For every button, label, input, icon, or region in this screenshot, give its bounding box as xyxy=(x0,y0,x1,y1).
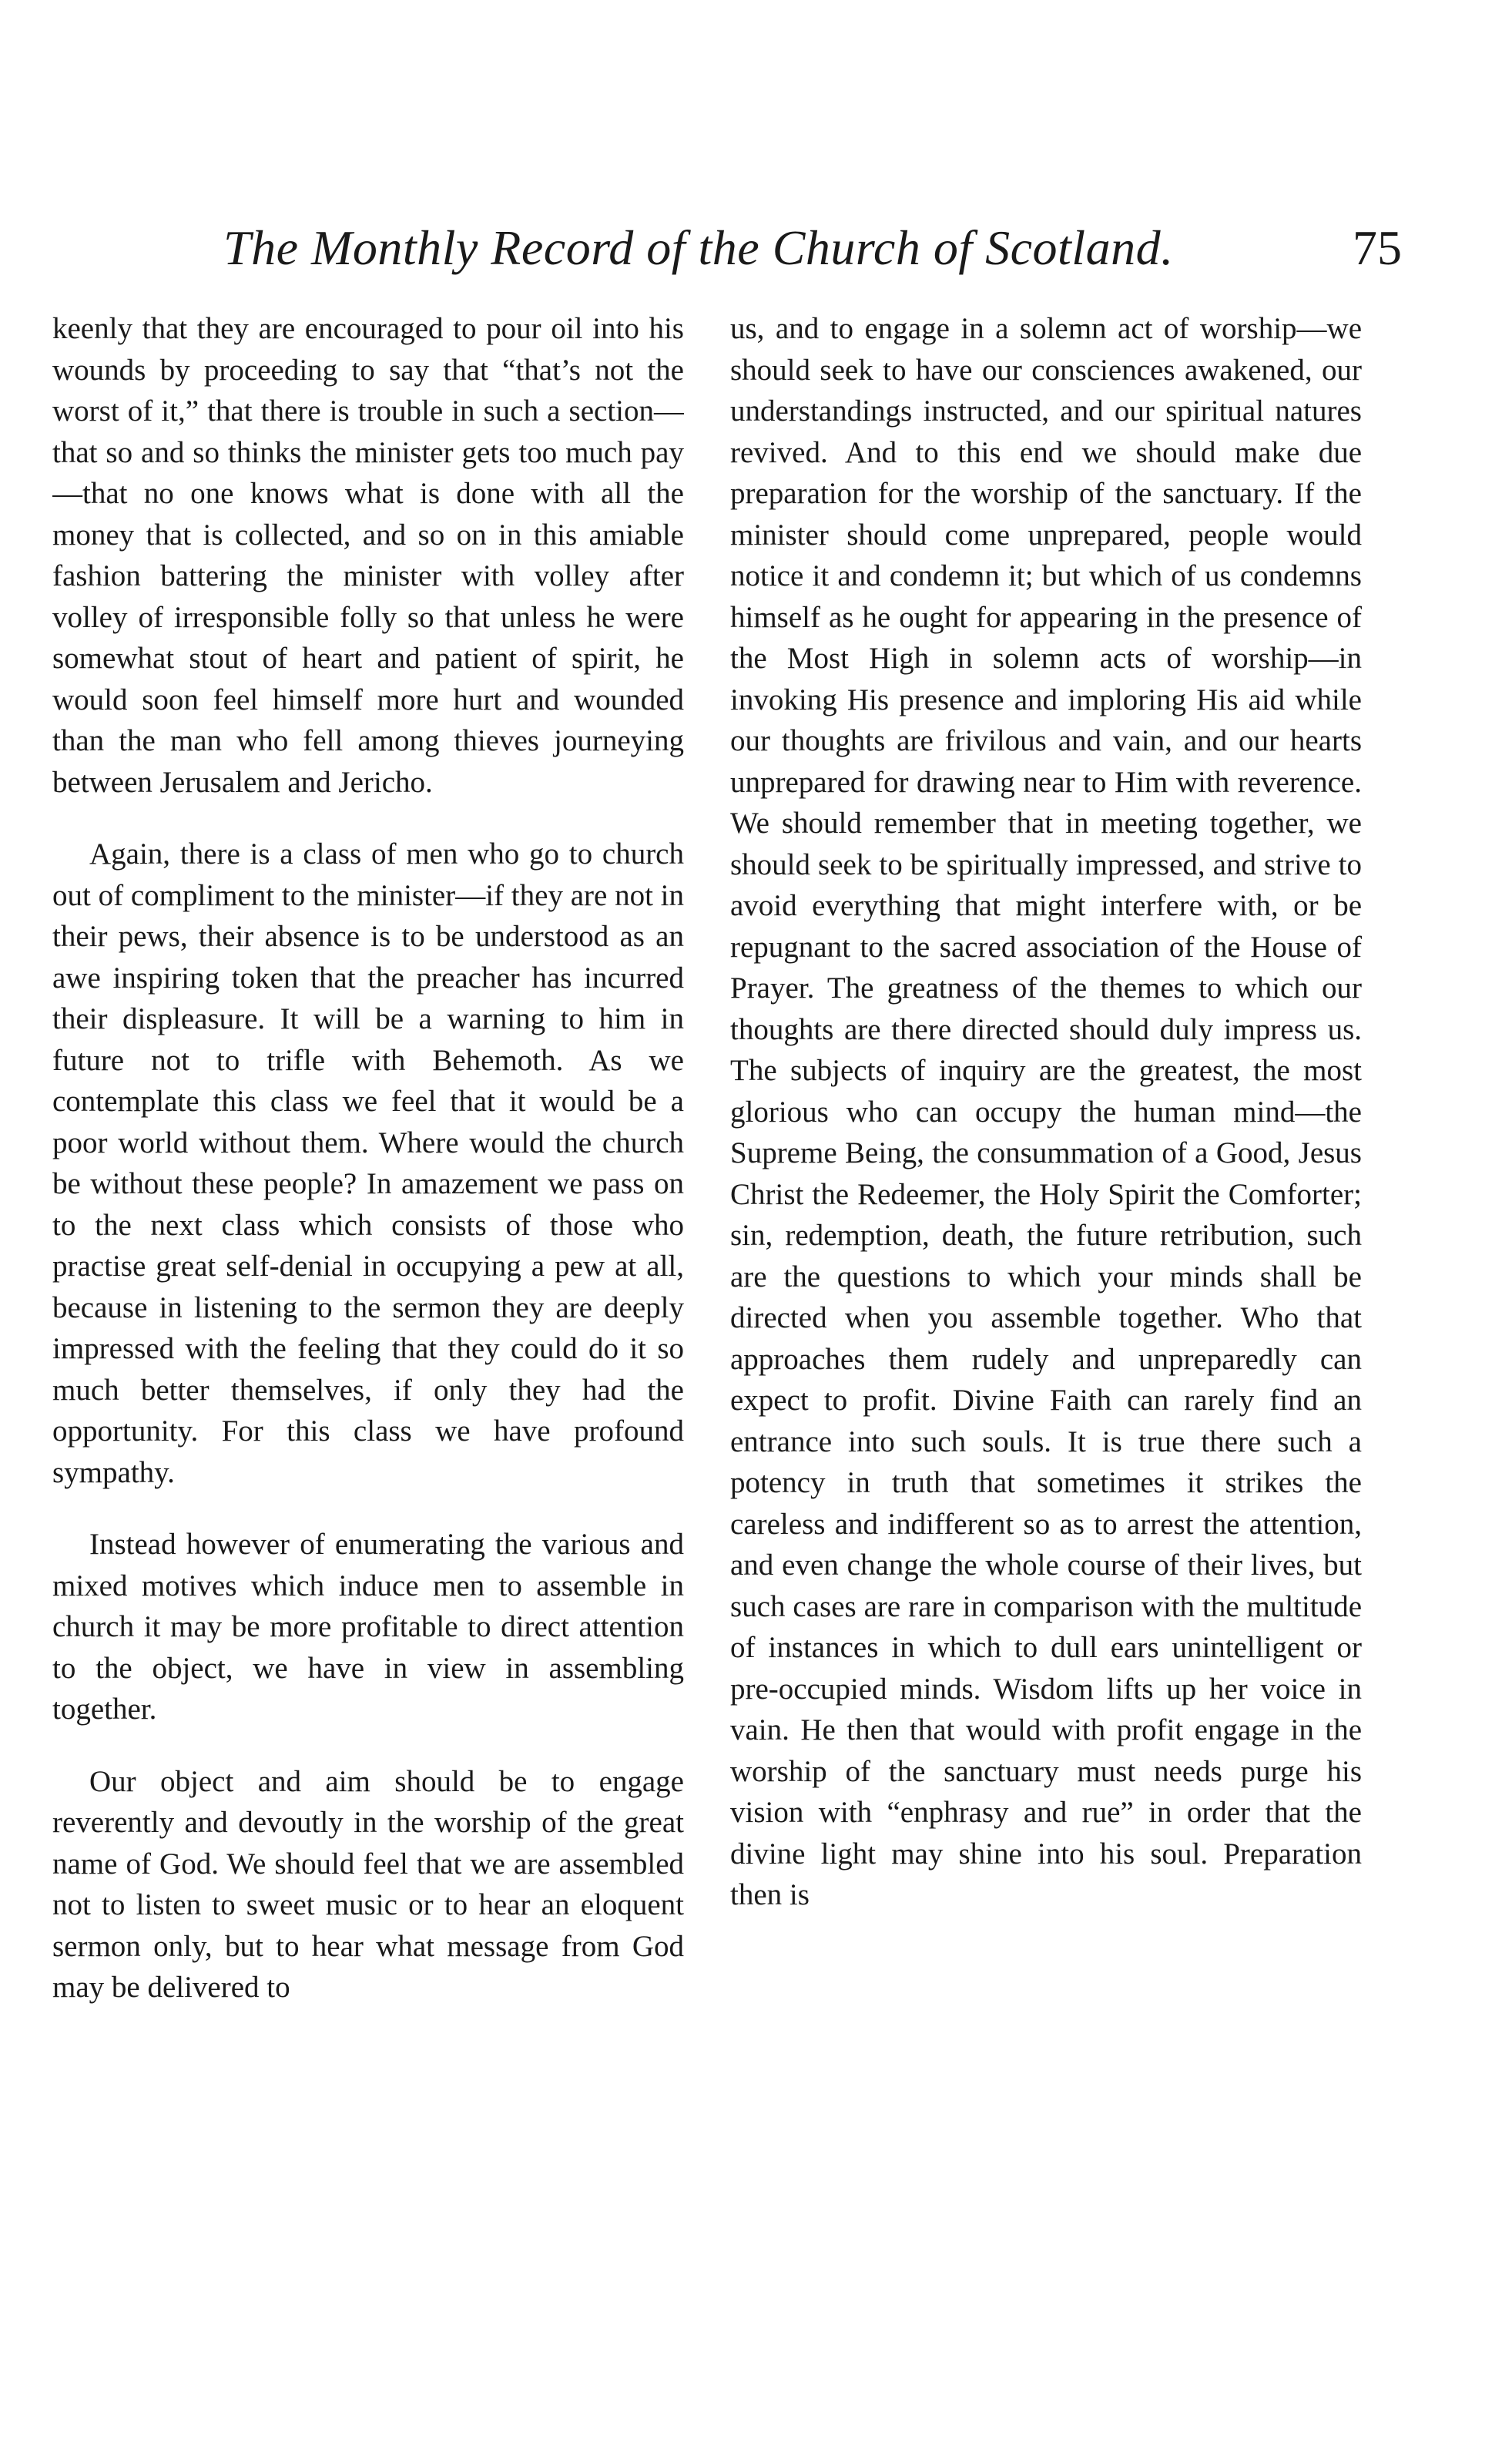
left-column xyxy=(52,308,684,2404)
running-head xyxy=(223,217,1402,279)
paragraph-continued: keenly that they are encouraged to pour oil into his wounds by proceeding to say that “that’s not the worst of it,” that there is trouble in such a section—that so and so thinks the minister gets too much pay—that no one knows what is done with all the money that is collected, and so on in this amiable fashion battering the minister with volley after volley of irresponsible folly so that unless he were somewhat stout of heart and patient of spirit, he would soon feel himself more hurt and wounded than the man who fell among thieves journeying between Jerusalem and Jericho. xyxy=(52,312,684,799)
paragraph-instead: Instead however of enumerating the various and mixed motives which induce men to assemble in church it may be more profitable to direct attention to the object, we have in view in assembling together. xyxy=(52,1528,684,1726)
page-number: 75 xyxy=(1353,220,1402,275)
running-title: The Monthly Record of the Church of Scotland. xyxy=(223,220,1174,275)
paragraph-again: Again, there is a class of men who go to church out of compliment to the minister—if they are not in their pews, their absence is to be understood as an awe inspiring token that the preacher has incurred their displeasure. It will be a warning to him in future not to trifle with Behemoth. As we contemplate this class we feel that it would be a poor world without them. Where would the church be without these people? In amazement we pass on to the next class which consists of those who practise great self-denial in occupying a pew at all, because in listening to the sermon they are deeply impressed with the feeling that they could do it so much better themselves, if only they had the opportunity. For this class we have profound sympathy. xyxy=(52,837,684,1489)
paragraph-worship: us, and to engage in a solemn act of worship—we should seek to have our consciences awakened, our understandings instructed, and our spiritual natures revived. And to this end we should make due preparation for the worship of the sanctuary. If the minister should come unprepared, people would notice it and condemn it; but which of us condemns himself as he ought for appearing in the presence of the Most High in solemn acts of worship—in invoking His presence and imploring His aid while our thoughts are frivilous and vain, and our hearts unprepared for drawing near to Him with reverence. We should remember that in meeting together, we should seek to be spiritually impressed, and strive to avoid everything that might interfere with, or be repugnant to the sacred association of the House of Prayer. The greatness of the themes to which our thoughts are there directed should duly impress us. The subjects of inquiry are the greatest, the most glorious who can occupy the human mind—the Supreme Being, the consummation of a Good, Jesus Christ the Redeemer, the Holy Spirit the Comforter; sin, redemption, death, the future retribution, such are the questions to which your minds shall be directed when you assemble together. Who that approaches them rudely and unpreparedly can expect to profit. Divine Faith can rarely find an entrance into such souls. It is true there such a potency in truth that sometimes it strikes the careless and indifferent so as to arrest the attention, and even change the whole course of their lives, but such cases are rare in comparison with the multitude of instances in which to dull ears unintelligent or pre-occupied minds. Wisdom lifts up her voice in vain. He then that would with profit engage in the worship of the sanctuary must needs purge his vision with “enphrasy and rue” in order that the divine light may shine into his soul. Preparation then is xyxy=(730,312,1362,1911)
paragraph-our-object: Our object and aim should be to engage reverently and devoutly in the worship of the great name of God. We should feel that we are assembled not to listen to sweet music or to hear an eloquent sermon only, but to hear what message from God may be delivered to xyxy=(52,1764,684,2004)
right-column xyxy=(730,308,1362,2404)
